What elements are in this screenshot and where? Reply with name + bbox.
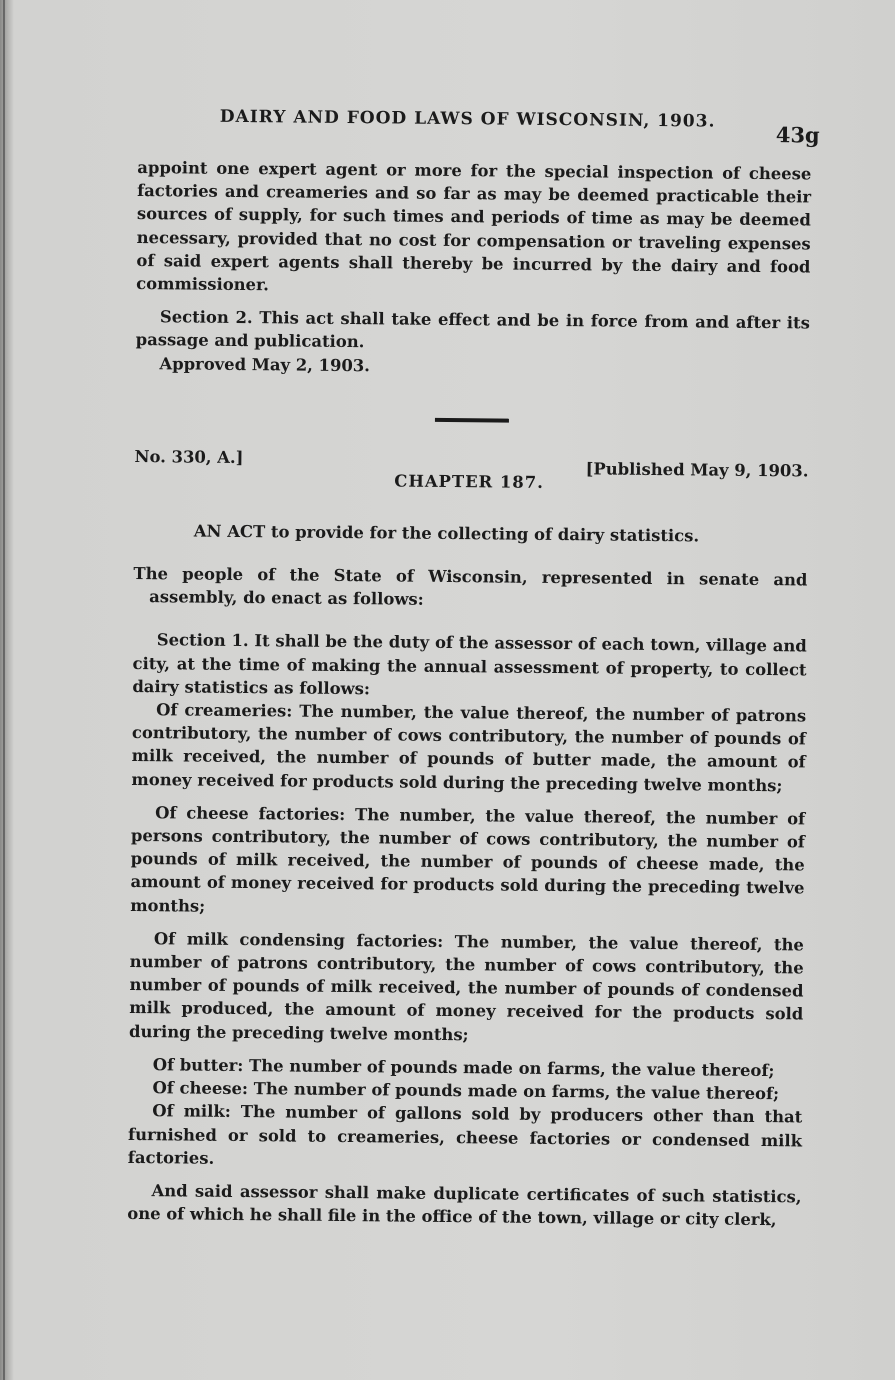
certificates-paragraph: And said assessor shall make duplicate certificates of such statistics, one of which he shall file in the office of the town, village or city clerk, (127, 1181, 802, 1230)
section-1-paragraph: Section 1. It shall be the duty of the assessor of each town, village and city, at the time of making the annual assessment of property, to collect dairy statistics as follows: (132, 630, 807, 699)
continuation-paragraph: appoint one expert agent or more for the special inspection of cheese factories and creameries and so far as may be deemed practicable their sources of supply, for such times and periods of time as may be deemed necessary, provided that no cost for compensation or traveling expenses of said expert agents shall thereby be incurred by the dairy and food commissioner. (136, 157, 812, 295)
creameries-paragraph: Of creameries: The number, the value thereof, the number of patrons contributory, the number of cows contributory, the number of pounds of milk received, the number of pounds of butter made, the amount of money received for products sold during the preceding twelve months; (131, 700, 807, 795)
page-number: 43g (775, 122, 820, 148)
approved-date: Approved May 2, 1903. (159, 353, 371, 375)
butter-paragraph: Of butter: The number of pounds made on farms, the value thereof; (152, 1055, 775, 1081)
page-content (127, 100, 820, 1232)
milk-condensing-paragraph: Of milk condensing factories: The number, the value thereof, the number of patrons contributory, the number of cows contributory, the number of pounds of milk received, the number of pounds of condensed milk produced, the amount of money received for the products sold during the preceding twelve months; (128, 929, 805, 1044)
cheese-paragraph: Of cheese: The number of pounds made on farms, the value thereof; (152, 1078, 780, 1104)
header-title: DAIRY AND FOOD LAWS OF WISCONSIN, 1903. (219, 106, 716, 132)
act-meta-row (134, 447, 809, 511)
bill-number: No. 330, A.] (134, 446, 244, 467)
running-header (137, 100, 820, 162)
enacting-clause: The people of the State of Wisconsin, represented in senate and assembly, do enact as follows: (133, 564, 808, 610)
act-title: AN ACT to provide for the collecting of dairy statistics. (193, 521, 700, 546)
cheese-factories-paragraph: Of cheese factories: The number, the value thereof, the number of persons contributory, the number of cows contributory, the number of pounds of milk received, the number of pounds of cheese made, the amount of money received for products sold during the preceding twelve months; (130, 803, 806, 916)
milk-paragraph: Of milk: The number of gallons sold by producers other than that furnished or sold to creameries, cheese factories or condensed milk factories. (127, 1101, 803, 1168)
page-edge-shadow (3, 0, 5, 1380)
chapter-heading: CHAPTER 187. (394, 471, 544, 492)
section-divider (435, 418, 509, 423)
published-date: [Published May 9, 1903. (585, 459, 809, 481)
section-2-paragraph: Section 2. This act shall take effect and be in force from and after its passage and publication. (135, 307, 810, 352)
